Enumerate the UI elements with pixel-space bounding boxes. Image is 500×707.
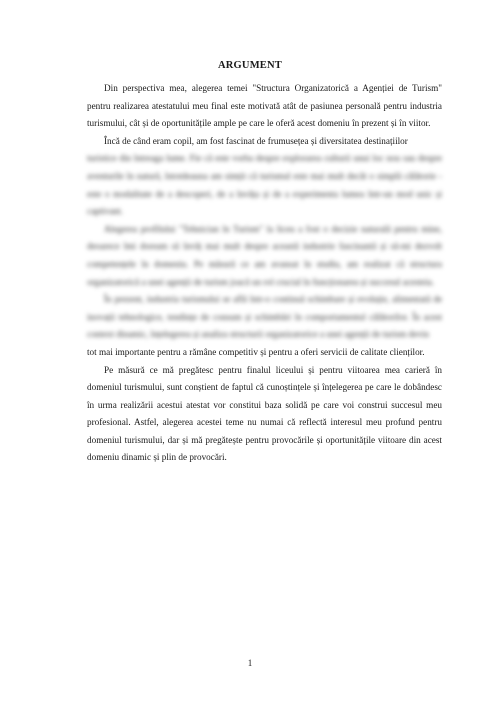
paragraph-4-last-line: tot mai importante pentru a rămâne competitiv și pentru a oferi servicii de calitate clienților. xyxy=(87,346,425,357)
paragraph-2: Încă de când eram copil, am fost fascinat de frumusețea și diversitatea destinațiilor xyxy=(104,135,408,146)
paragraph-2-continued: turistice din întreaga lume. Fie că este vorba despre explorarea culturii unui loc nou sau despre aventurile în natură, întotdeauna am simțit că turismul este mai mult decât o simplă călătorie - este o modalitate de a descoperi, de a învăța și de a experimenta lumea într-un mod unic și captivant. xyxy=(87,153,442,217)
paragraph-1: Din perspectiva mea, alegerea temei "Structura Organizatorică a Agenției de Turism" pentru realizarea atestatului meu final este motivată atât de pasiunea personală pentru industria turismului, cât și de oportunitățile ample pe care le oferă acest domeniu în prezent și în viitor. xyxy=(87,83,442,129)
blurred-region xyxy=(87,150,442,344)
paragraph-4: În prezent, industria turismului se află într-o continuă schimbare și evoluție, alimentată de inovații tehnologice, tendințe de consum și schimbări în comportamentul călătorilor. În acest context dinamic, înțelegerea și analiza structurii organizatorice a unei agenții de turism devin xyxy=(87,294,442,340)
paragraph-5: Pe măsură ce mă pregătesc pentru finalul liceului și pentru viitoarea mea carieră în domeniul turismului, sunt conștient de faptul că cunoștințele și înțelegerea pe care le dobândesc în urma realizării acestui atestat vor constitui baza solidă pe care voi construi succesul meu profesional. Astfel, alegerea acestei teme nu numai că reflectă interesul meu profund pentru domeniul turismului, dar și mă pregătește pentru provocările și oportunitățile viitoare din acest domeniu dinamic și plin de provocări. xyxy=(87,364,442,463)
paragraph-3: Alegerea profilului "Tehnician în Turism" la liceu a fost o decizie naturală pentru mine, deoarece îmi doream să învăț mai mult despre această industrie fascinantă și să-mi dezvolt competențele în domeniu. Pe măsură ce am avansat în studiu, am realizat că structura organizatorică a unei agenții de turism joacă un rol crucial în funcționarea și succesul acesteia. xyxy=(87,223,442,287)
page-number: 1 xyxy=(247,658,253,668)
document-body xyxy=(87,80,442,467)
page-title: ARGUMENT xyxy=(217,60,282,71)
